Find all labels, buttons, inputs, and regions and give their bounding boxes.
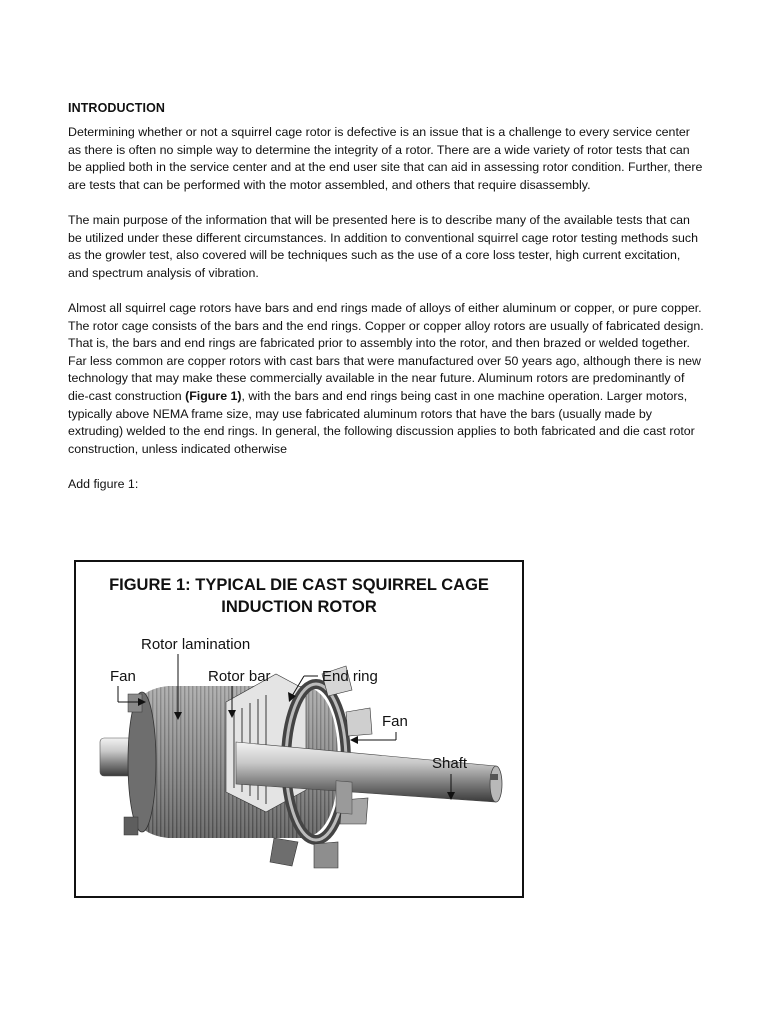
paragraph-1: Determining whether or not a squirrel cage rotor is defective is an issue that is a challenge to every service center as there is often no simple way to determine the integrity of a rotor. There are a wide variety of rotor tests that can be applied both in the service center and at the end user site that can aid in assessing rotor condition. Further, there are tests that can be performed with the motor assembled, and others that require disassembly. xyxy=(68,125,703,192)
figure-reference: (Figure 1) xyxy=(185,388,242,403)
label-shaft: Shaft xyxy=(432,755,468,772)
label-fan-left: Fan xyxy=(110,668,136,685)
label-rotor-lamination: Rotor lamination xyxy=(141,636,251,653)
document-body xyxy=(68,101,704,493)
paragraph-2: The main purpose of the information that will be presented here is to describe many of the available tests that can be utilized under these different circumstances. In addition to conventional squirrel cage rotor testing methods such as the growler test, also covered will be techniques such as the use of a core loss tester, high current excitation, and spectrum analysis of vibration. xyxy=(68,212,698,280)
figure-title-line-1: FIGURE 1: TYPICAL DIE CAST SQUIRREL CAGE xyxy=(109,576,489,594)
label-rotor-bar: Rotor bar xyxy=(208,668,271,685)
label-fan-right: Fan xyxy=(382,713,408,730)
figure-1 xyxy=(74,560,524,898)
paragraph-3 xyxy=(68,300,704,458)
paragraph-3-part-b: , with the bars and end rings being cast in one machine operation. Larger motors, typically above NEMA frame size, may use fabricated aluminum rotors that have the bars (usually made by extruding) welded to the end rings. In general, the following discussion applies to both fabricated and die cast rotor construction, unless indicated otherwise xyxy=(68,388,695,456)
section-heading: INTRODUCTION xyxy=(68,101,166,115)
paragraph-3-part-a: Almost all squirrel cage rotors have bars and end rings made of alloys of either aluminum or copper, or pure copper. The rotor cage consists of the bars and the end rings. Copper or copper alloy rotors are usually of fabricated design. That is, the bars and end rings are fabricated prior to assembly into the rotor, and then brazed or welded together. Far less common are copper rotors with cast bars that were manufactured over 50 years ago, although there is new technology that may make these commercially available in the near future. Aluminum rotors are predominantly of die-cast construction xyxy=(68,300,704,403)
figure-intro-text: Add figure 1: xyxy=(68,476,139,491)
figure-title-line-2: INDUCTION ROTOR xyxy=(221,598,377,616)
rotor-illustration xyxy=(76,562,522,896)
label-end-ring: End ring xyxy=(322,668,378,685)
